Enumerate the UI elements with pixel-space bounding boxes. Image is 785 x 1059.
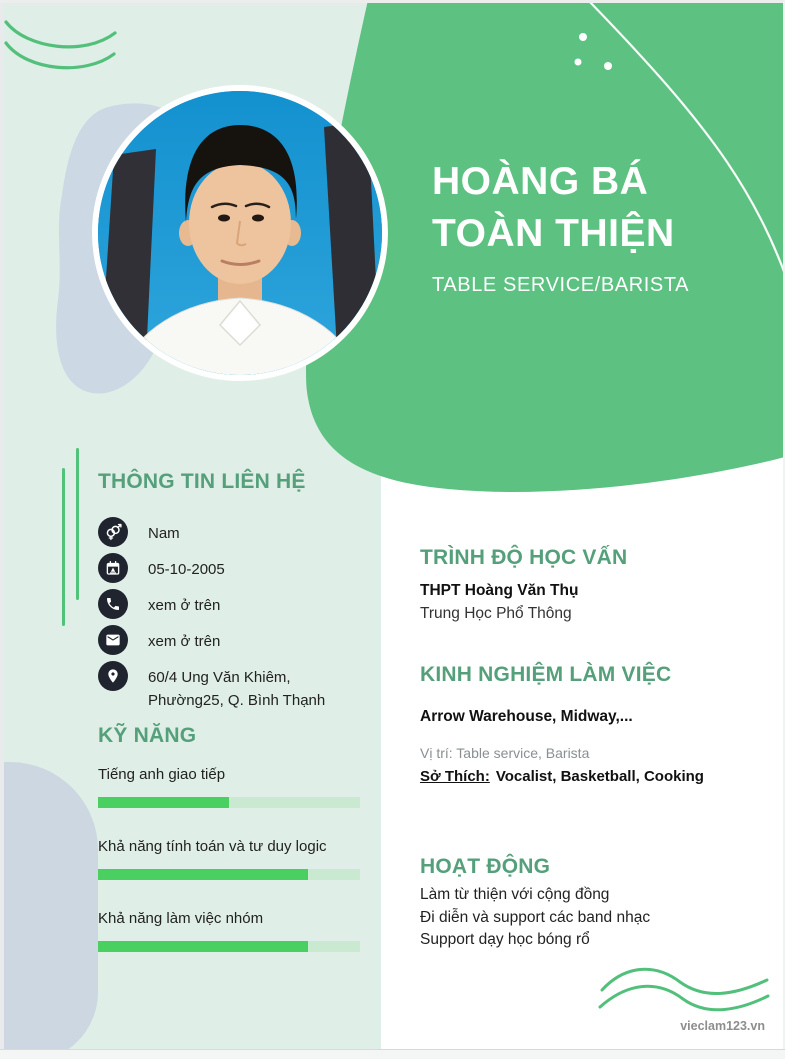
email-value: xem ở trên — [148, 633, 221, 650]
school-name: THPT Hoàng Văn Thụ — [420, 582, 579, 599]
hobbies-line — [420, 768, 704, 785]
portrait-illustration — [98, 91, 382, 375]
contact-row-gender — [98, 517, 370, 547]
activity-item: Làm từ thiện với cộng đồng — [420, 886, 610, 903]
page-edge — [0, 0, 785, 3]
skill-progress-bar — [98, 869, 360, 880]
contact-section-title: THÔNG TIN LIÊN HỆ — [98, 470, 306, 493]
activity-item: Đi diễn và support các band nhạc — [420, 908, 651, 926]
page-edge — [0, 0, 4, 1059]
skill-progress-fill — [98, 941, 308, 952]
accent-line — [76, 448, 79, 600]
skill-label: Tiếng anh giao tiếp — [98, 766, 226, 783]
contact-row-birthdate — [98, 553, 370, 583]
hobbies-label: Sở Thích: — [420, 768, 490, 785]
gender-value: Nam — [148, 525, 180, 542]
birthdate-value: 05-10-2005 — [148, 561, 225, 578]
accent-line — [62, 468, 65, 626]
skill-item — [98, 838, 360, 880]
header-name-block — [432, 156, 689, 297]
phone-icon — [98, 589, 128, 619]
contact-list — [98, 517, 370, 718]
address-value: 60/4 Ung Văn Khiêm, Phường25, Q. Bình Thạnh — [148, 669, 326, 709]
calendar-icon — [98, 553, 128, 583]
watermark-text: vieclam123.vn — [680, 1019, 765, 1033]
activity-item: Support dạy học bóng rổ — [420, 931, 590, 948]
skill-progress-bar — [98, 941, 360, 952]
education-body — [420, 579, 578, 625]
skill-progress-bar — [98, 797, 360, 808]
contact-row-email — [98, 625, 370, 655]
phone-value: xem ở trên — [148, 597, 221, 614]
name-line-2: TOÀN THIỆN — [432, 212, 675, 255]
skill-progress-fill — [98, 869, 308, 880]
hobbies-text: Vocalist, Basketball, Cooking — [495, 768, 704, 785]
email-icon — [98, 625, 128, 655]
skill-item — [98, 766, 360, 808]
gender-icon — [98, 517, 128, 547]
bottom-left-blob — [0, 762, 98, 1059]
skills-section-title: KỸ NĂNG — [98, 724, 197, 747]
contact-row-phone — [98, 589, 370, 619]
activities-list — [420, 884, 650, 952]
page-edge — [0, 1049, 785, 1059]
skill-item — [98, 910, 360, 952]
job-title: TABLE SERVICE/BARISTA — [432, 274, 690, 296]
skill-label: Khả năng làm việc nhóm — [98, 910, 264, 927]
contact-row-address — [98, 661, 370, 712]
skill-label: Khả năng tính toán và tư duy logic — [98, 838, 327, 855]
company-name: Arrow Warehouse, Midway,... — [420, 708, 633, 725]
degree-name: Trung Học Phổ Thông — [420, 605, 572, 622]
activities-section-title: HOẠT ĐỘNG — [420, 855, 551, 878]
profile-photo — [92, 85, 388, 381]
skill-progress-fill — [98, 797, 229, 808]
experience-section-title: KINH NGHIỆM LÀM VIỆC — [420, 663, 672, 686]
skills-list — [98, 766, 360, 982]
location-icon — [98, 661, 128, 691]
education-section-title: TRÌNH ĐỘ HỌC VẤN — [420, 546, 628, 569]
position-text: Vị trí: Table service, Barista — [420, 745, 590, 761]
name-line-1: HOÀNG BÁ — [432, 160, 649, 203]
bottom-right-waves-decoration — [590, 952, 785, 1027]
